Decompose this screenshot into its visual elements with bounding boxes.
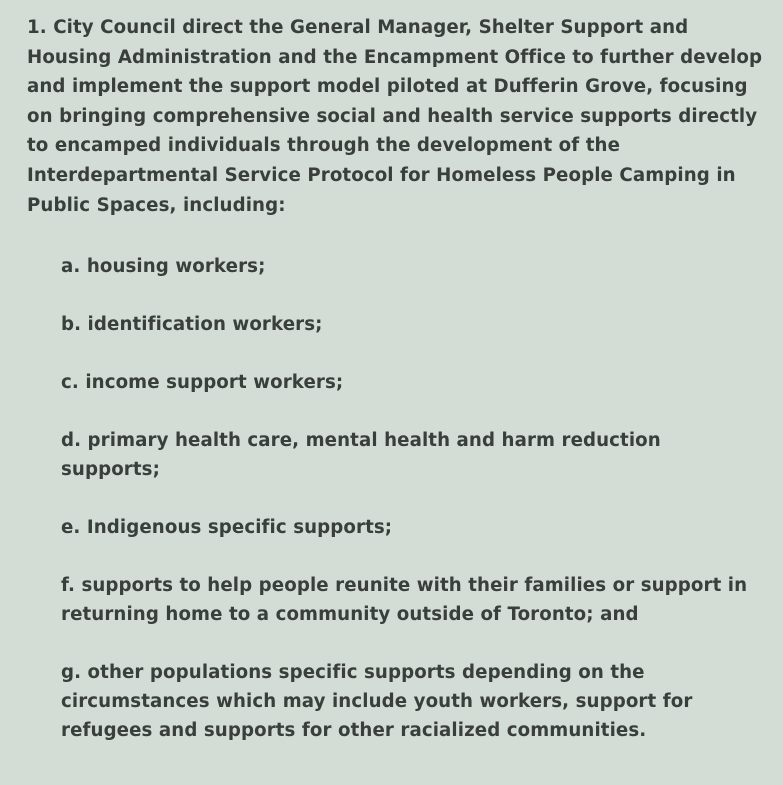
support-list <box>27 252 763 745</box>
list-item-b: b. identification workers; <box>61 314 323 336</box>
motion-paragraph: 1. City Council direct the General Manager, Shelter Support and Housing Administration and the Encampment Office to further develop and implement the support model piloted at Dufferin Grove, focusing on bringing comprehensive social and health service supports directly to encamped individuals through the development of the Interdepartmental Service Protocol for Homeless People Camping in Public Spaces, including: <box>27 17 763 216</box>
list-item-a: a. housing workers; <box>61 256 266 278</box>
list-item-g: g. other populations specific supports depending on the circumstances which may include youth workers, support for refugees and supports for other racialized communities. <box>61 662 693 742</box>
list-item-c: c. income support workers; <box>61 372 344 394</box>
list-item-e: e. Indigenous specific supports; <box>61 517 393 539</box>
list-item-f: f. supports to help people reunite with their families or support in returning home to a community outside of Toronto; and <box>61 575 748 626</box>
list-item-d: d. primary health care, mental health and harm reduction supports; <box>61 430 661 481</box>
